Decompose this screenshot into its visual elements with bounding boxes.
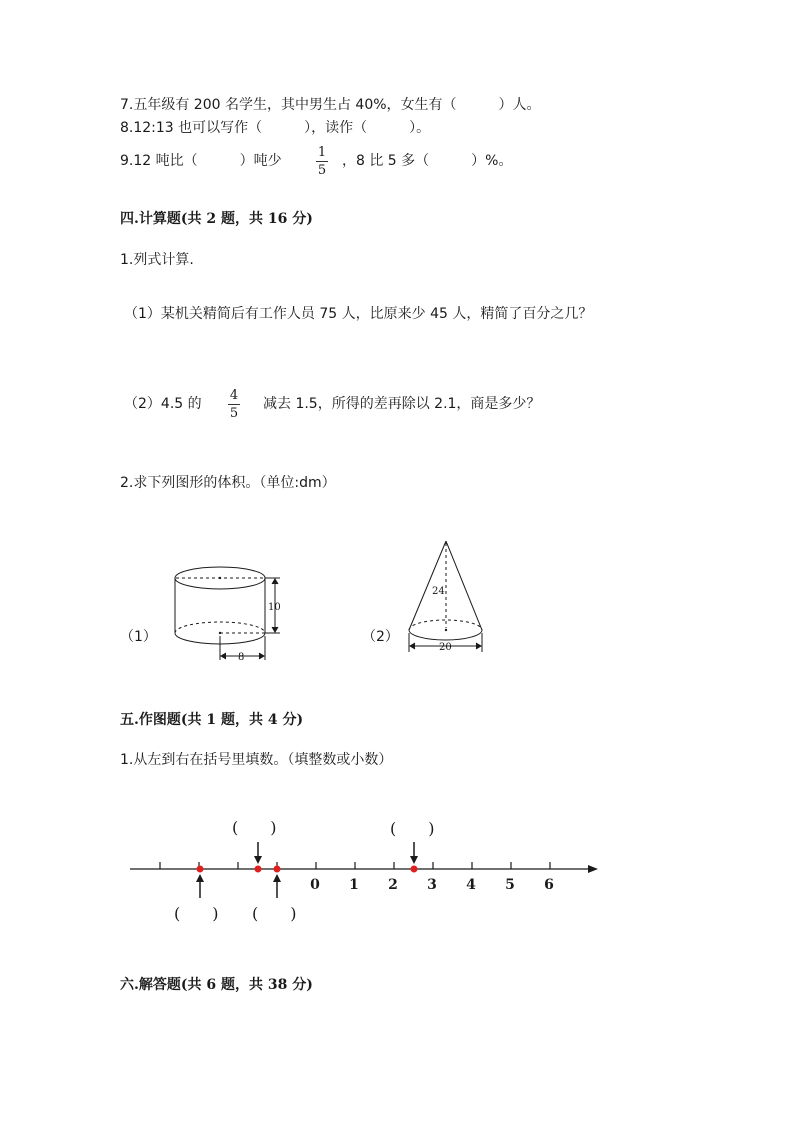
section-4-question-1-2-part1: （2）4.5 的: [124, 396, 202, 412]
cylinder-radius-label: 8: [238, 652, 245, 663]
marked-point-1: [197, 866, 204, 873]
fraction-numerator: 1: [317, 145, 327, 160]
cone-height-label: 24: [432, 586, 445, 597]
section-5-question-1-title: 1.从左到右在括号里填数。（填整数或小数）: [120, 752, 393, 768]
section-4-question-1-1: （1）某机关精简后有工作人员 75 人，比原来少 45 人，精简了百分之几？: [124, 306, 593, 322]
question-7: 7.五年级有 200 名学生，其中男生占 40%，女生有（ ）人。: [120, 97, 541, 113]
question-9-part2: ，8 比 5 多（ ）%。: [342, 153, 513, 169]
section-4-question-2-title: 2.求下列图形的体积。（单位:dm）: [120, 475, 336, 491]
arrow-up-1-head: [196, 874, 204, 882]
arrow-down-1-head: [254, 856, 262, 864]
number-line-tick-label: 0: [310, 877, 320, 893]
cone-diameter-label: 20: [439, 642, 452, 653]
blank-below-2: ( ): [252, 904, 297, 923]
marked-point-2: [255, 866, 262, 873]
fraction-denominator: 5: [229, 406, 239, 421]
number-line-tick-label: 1: [349, 877, 359, 893]
number-line-tick-label: 6: [544, 877, 554, 893]
cylinder-height-label: 10: [268, 602, 281, 613]
number-line-tick-label: 4: [466, 877, 476, 893]
blank-below-1: ( ): [174, 904, 219, 923]
figure-2-label: （2）: [362, 629, 399, 645]
arrow-up-2-head: [273, 874, 281, 882]
fraction-denominator: 5: [317, 163, 327, 178]
question-9-part1: 9.12 吨比（ ）吨少: [120, 153, 282, 169]
section-6-title: 六.解答题(共 6 题，共 38 分): [120, 977, 313, 993]
number-line-tick-label: 3: [427, 877, 437, 893]
section-4-question-1-2-part2: 减去 1.5，所得的差再除以 2.1，商是多少？: [263, 396, 541, 412]
question-8: 8.12:13 也可以写作（ ），读作（ ）。: [120, 120, 431, 136]
section-5-title: 五.作图题(共 1 题，共 4 分): [120, 712, 304, 728]
marked-point-3: [274, 866, 281, 873]
arrow-down-2-head: [410, 856, 418, 864]
fraction-numerator: 4: [229, 388, 239, 403]
number-line-arrowhead: [588, 865, 598, 873]
section-4-title: 四.计算题(共 2 题，共 16 分): [120, 211, 313, 227]
marked-point-4: [411, 866, 418, 873]
blank-above-1: ( ): [232, 818, 277, 837]
number-line-tick-label: 5: [505, 877, 515, 893]
blank-above-2: ( ): [390, 819, 435, 838]
section-4-question-1-title: 1.列式计算.: [120, 252, 194, 268]
number-line-tick-label: 2: [388, 877, 398, 893]
figure-1-label: （1）: [120, 629, 157, 645]
